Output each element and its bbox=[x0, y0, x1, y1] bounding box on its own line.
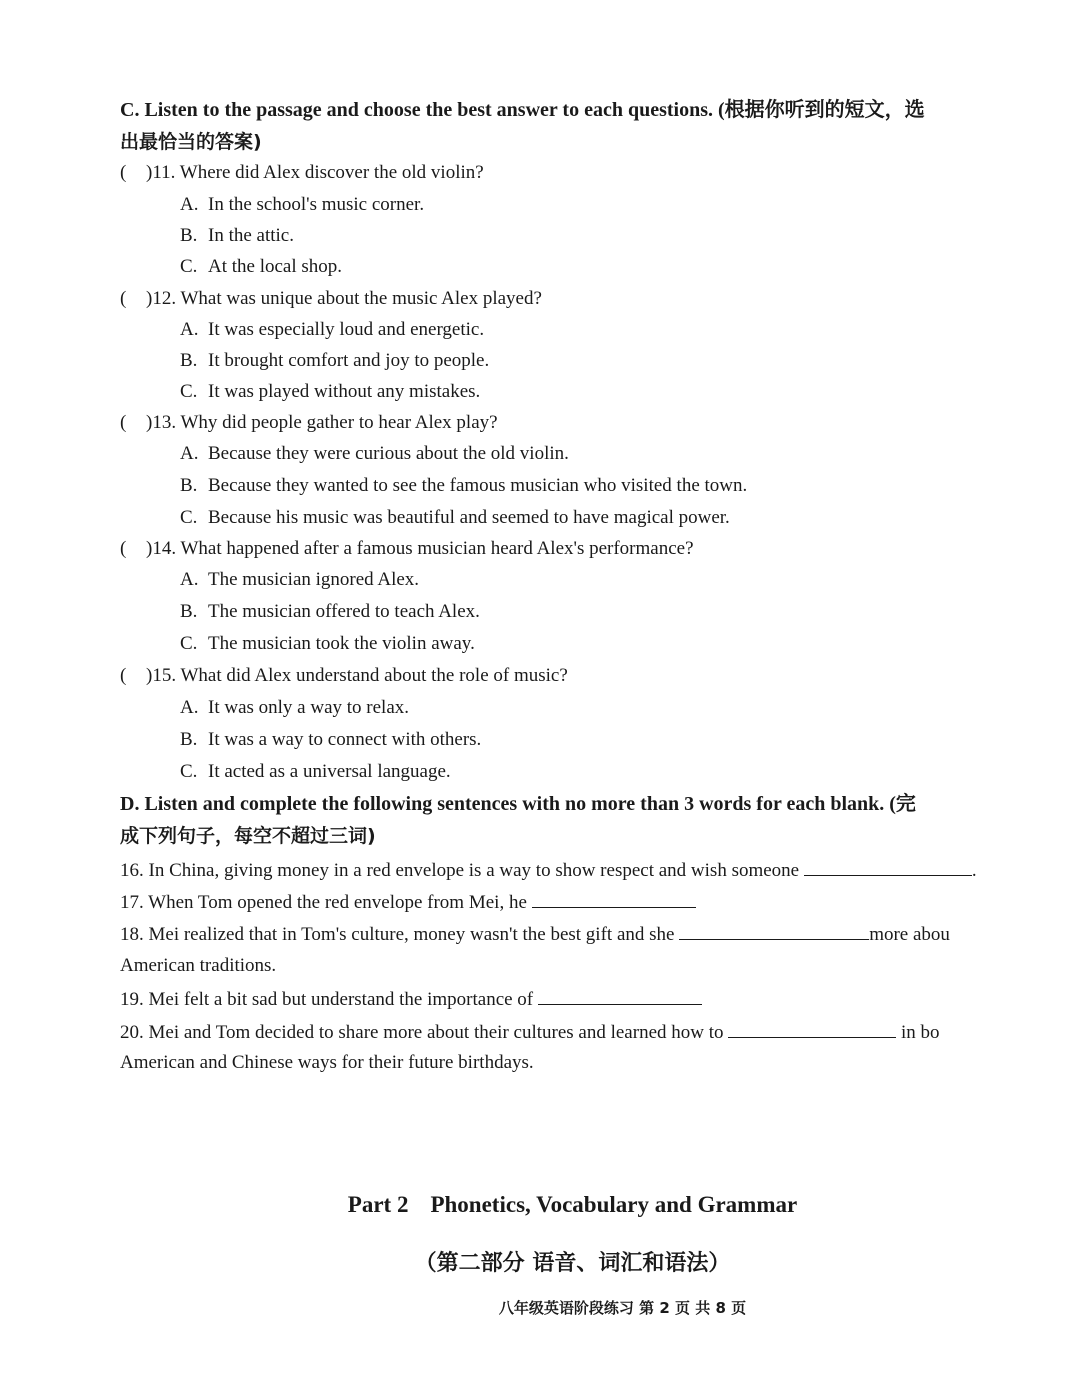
part-2-label: Part 2 bbox=[347, 1192, 409, 1217]
fill-item-16 bbox=[120, 857, 977, 883]
fill-item-18-continuation bbox=[120, 954, 276, 978]
option-13-b bbox=[180, 474, 747, 498]
option-text: It acted as a universal language. bbox=[208, 761, 451, 782]
answer-blank[interactable] bbox=[728, 1019, 896, 1038]
option-text: It was only a way to relax. bbox=[208, 697, 410, 718]
option-letter: C. bbox=[180, 761, 198, 782]
answer-blank[interactable] bbox=[532, 889, 696, 908]
question-stem: )12. What was unique about the music Alex played? bbox=[146, 288, 542, 309]
section-c-heading-cn-text: 出最恰当的答案) bbox=[120, 131, 262, 153]
option-13-c bbox=[180, 506, 730, 530]
option-text: In the school's music corner. bbox=[208, 194, 425, 215]
part-2-title-text: Phonetics, Vocabulary and Grammar bbox=[430, 1192, 798, 1217]
option-text: It was a way to connect with others. bbox=[208, 729, 482, 750]
question-13 bbox=[120, 411, 498, 435]
section-d-heading-cn-text: 成下列句子，每空不超过三词) bbox=[120, 825, 376, 847]
section-d-heading bbox=[120, 792, 916, 816]
answer-paren[interactable]: ( bbox=[120, 162, 127, 183]
page-footer-text: 八年级英语阶段练习 第 2 页 共 8 页 bbox=[498, 1299, 747, 1317]
option-text: At the local shop. bbox=[208, 256, 343, 277]
option-text: The musician ignored Alex. bbox=[208, 569, 420, 590]
section-c-heading-text: C. Listen to the passage and choose the best answer to each questions. (根据你听到的短文，选 bbox=[120, 99, 925, 121]
option-letter: A. bbox=[180, 319, 199, 340]
option-13-a bbox=[180, 442, 569, 466]
option-11-c bbox=[180, 255, 342, 279]
option-text: The musician took the violin away. bbox=[208, 633, 475, 654]
part-2-subtitle-text: （第二部分 语音、词汇和语法） bbox=[414, 1251, 731, 1276]
question-stem: )13. Why did people gather to hear Alex play? bbox=[146, 412, 498, 433]
option-12-b bbox=[180, 349, 489, 373]
option-text: The musician offered to teach Alex. bbox=[208, 601, 480, 622]
option-letter: C. bbox=[180, 633, 198, 654]
option-15-a bbox=[180, 696, 409, 720]
fill-item-text: American traditions. bbox=[120, 955, 277, 976]
fill-item-text: 20. Mei and Tom decided to share more about their cultures and learned how to bbox=[120, 1022, 724, 1043]
question-12 bbox=[120, 287, 542, 311]
fill-item-text: 19. Mei felt a bit sad but understand the importance of bbox=[120, 989, 534, 1010]
part-2-title bbox=[0, 1192, 1080, 1218]
question-stem: )11. Where did Alex discover the old violin? bbox=[146, 162, 484, 183]
part-2-subtitle bbox=[0, 1246, 1080, 1277]
option-11-a bbox=[180, 193, 424, 217]
answer-paren[interactable]: ( bbox=[120, 288, 127, 309]
option-text: In the attic. bbox=[208, 225, 294, 246]
answer-paren[interactable]: ( bbox=[120, 665, 127, 686]
fill-item-tail: . bbox=[971, 860, 977, 881]
answer-blank[interactable] bbox=[804, 857, 972, 876]
page-footer bbox=[0, 1297, 1080, 1318]
question-stem: )15. What did Alex understand about the role of music? bbox=[146, 665, 568, 686]
option-11-b bbox=[180, 224, 294, 248]
option-14-b bbox=[180, 600, 480, 624]
option-text: Because they were curious about the old violin. bbox=[208, 443, 569, 464]
fill-item-tail: more abou bbox=[869, 924, 950, 945]
section-d-heading-text: D. Listen and complete the following sentences with no more than 3 words for each blank. (完 bbox=[120, 793, 916, 815]
fill-item-text: 17. When Tom opened the red envelope from Mei, he bbox=[120, 892, 527, 913]
fill-item-17 bbox=[120, 889, 696, 915]
question-11 bbox=[120, 161, 484, 185]
section-c-heading-cn bbox=[120, 130, 262, 154]
answer-paren[interactable]: ( bbox=[120, 412, 127, 433]
option-12-a bbox=[180, 318, 484, 342]
option-text: It was especially loud and energetic. bbox=[208, 319, 485, 340]
option-letter: B. bbox=[180, 350, 198, 371]
option-letter: C. bbox=[180, 381, 198, 402]
option-15-b bbox=[180, 728, 481, 752]
fill-item-tail: in bo bbox=[901, 1022, 940, 1043]
option-text: It was played without any mistakes. bbox=[208, 381, 481, 402]
fill-item-text: 18. Mei realized that in Tom's culture, money wasn't the best gift and she bbox=[120, 924, 675, 945]
question-14 bbox=[120, 537, 694, 561]
section-c-heading bbox=[120, 98, 925, 122]
fill-item-18 bbox=[120, 921, 950, 947]
option-letter: A. bbox=[180, 569, 199, 590]
fill-item-text: 16. In China, giving money in a red envelope is a way to show respect and wish someone bbox=[120, 860, 800, 881]
option-letter: B. bbox=[180, 475, 198, 496]
question-15 bbox=[120, 664, 568, 688]
answer-paren[interactable]: ( bbox=[120, 538, 127, 559]
fill-item-20-continuation bbox=[120, 1051, 534, 1075]
option-text: Because his music was beautiful and seemed to have magical power. bbox=[208, 507, 730, 528]
option-15-c bbox=[180, 760, 451, 784]
option-letter: A. bbox=[180, 443, 199, 464]
fill-item-20 bbox=[120, 1019, 940, 1045]
option-text: It brought comfort and joy to people. bbox=[208, 350, 490, 371]
answer-blank[interactable] bbox=[538, 986, 702, 1005]
option-letter: C. bbox=[180, 507, 198, 528]
option-14-a bbox=[180, 568, 419, 592]
fill-item-text: American and Chinese ways for their future birthdays. bbox=[120, 1052, 534, 1073]
section-d-heading-cn bbox=[120, 824, 376, 848]
fill-item-19 bbox=[120, 986, 702, 1012]
question-stem: )14. What happened after a famous musician heard Alex's performance? bbox=[146, 538, 694, 559]
option-letter: B. bbox=[180, 225, 198, 246]
option-letter: C. bbox=[180, 256, 198, 277]
option-12-c bbox=[180, 380, 480, 404]
option-letter: B. bbox=[180, 601, 198, 622]
answer-blank[interactable] bbox=[679, 921, 869, 940]
option-letter: A. bbox=[180, 697, 199, 718]
option-letter: A. bbox=[180, 194, 199, 215]
option-14-c bbox=[180, 632, 475, 656]
option-letter: B. bbox=[180, 729, 198, 750]
option-text: Because they wanted to see the famous musician who visited the town. bbox=[208, 475, 748, 496]
